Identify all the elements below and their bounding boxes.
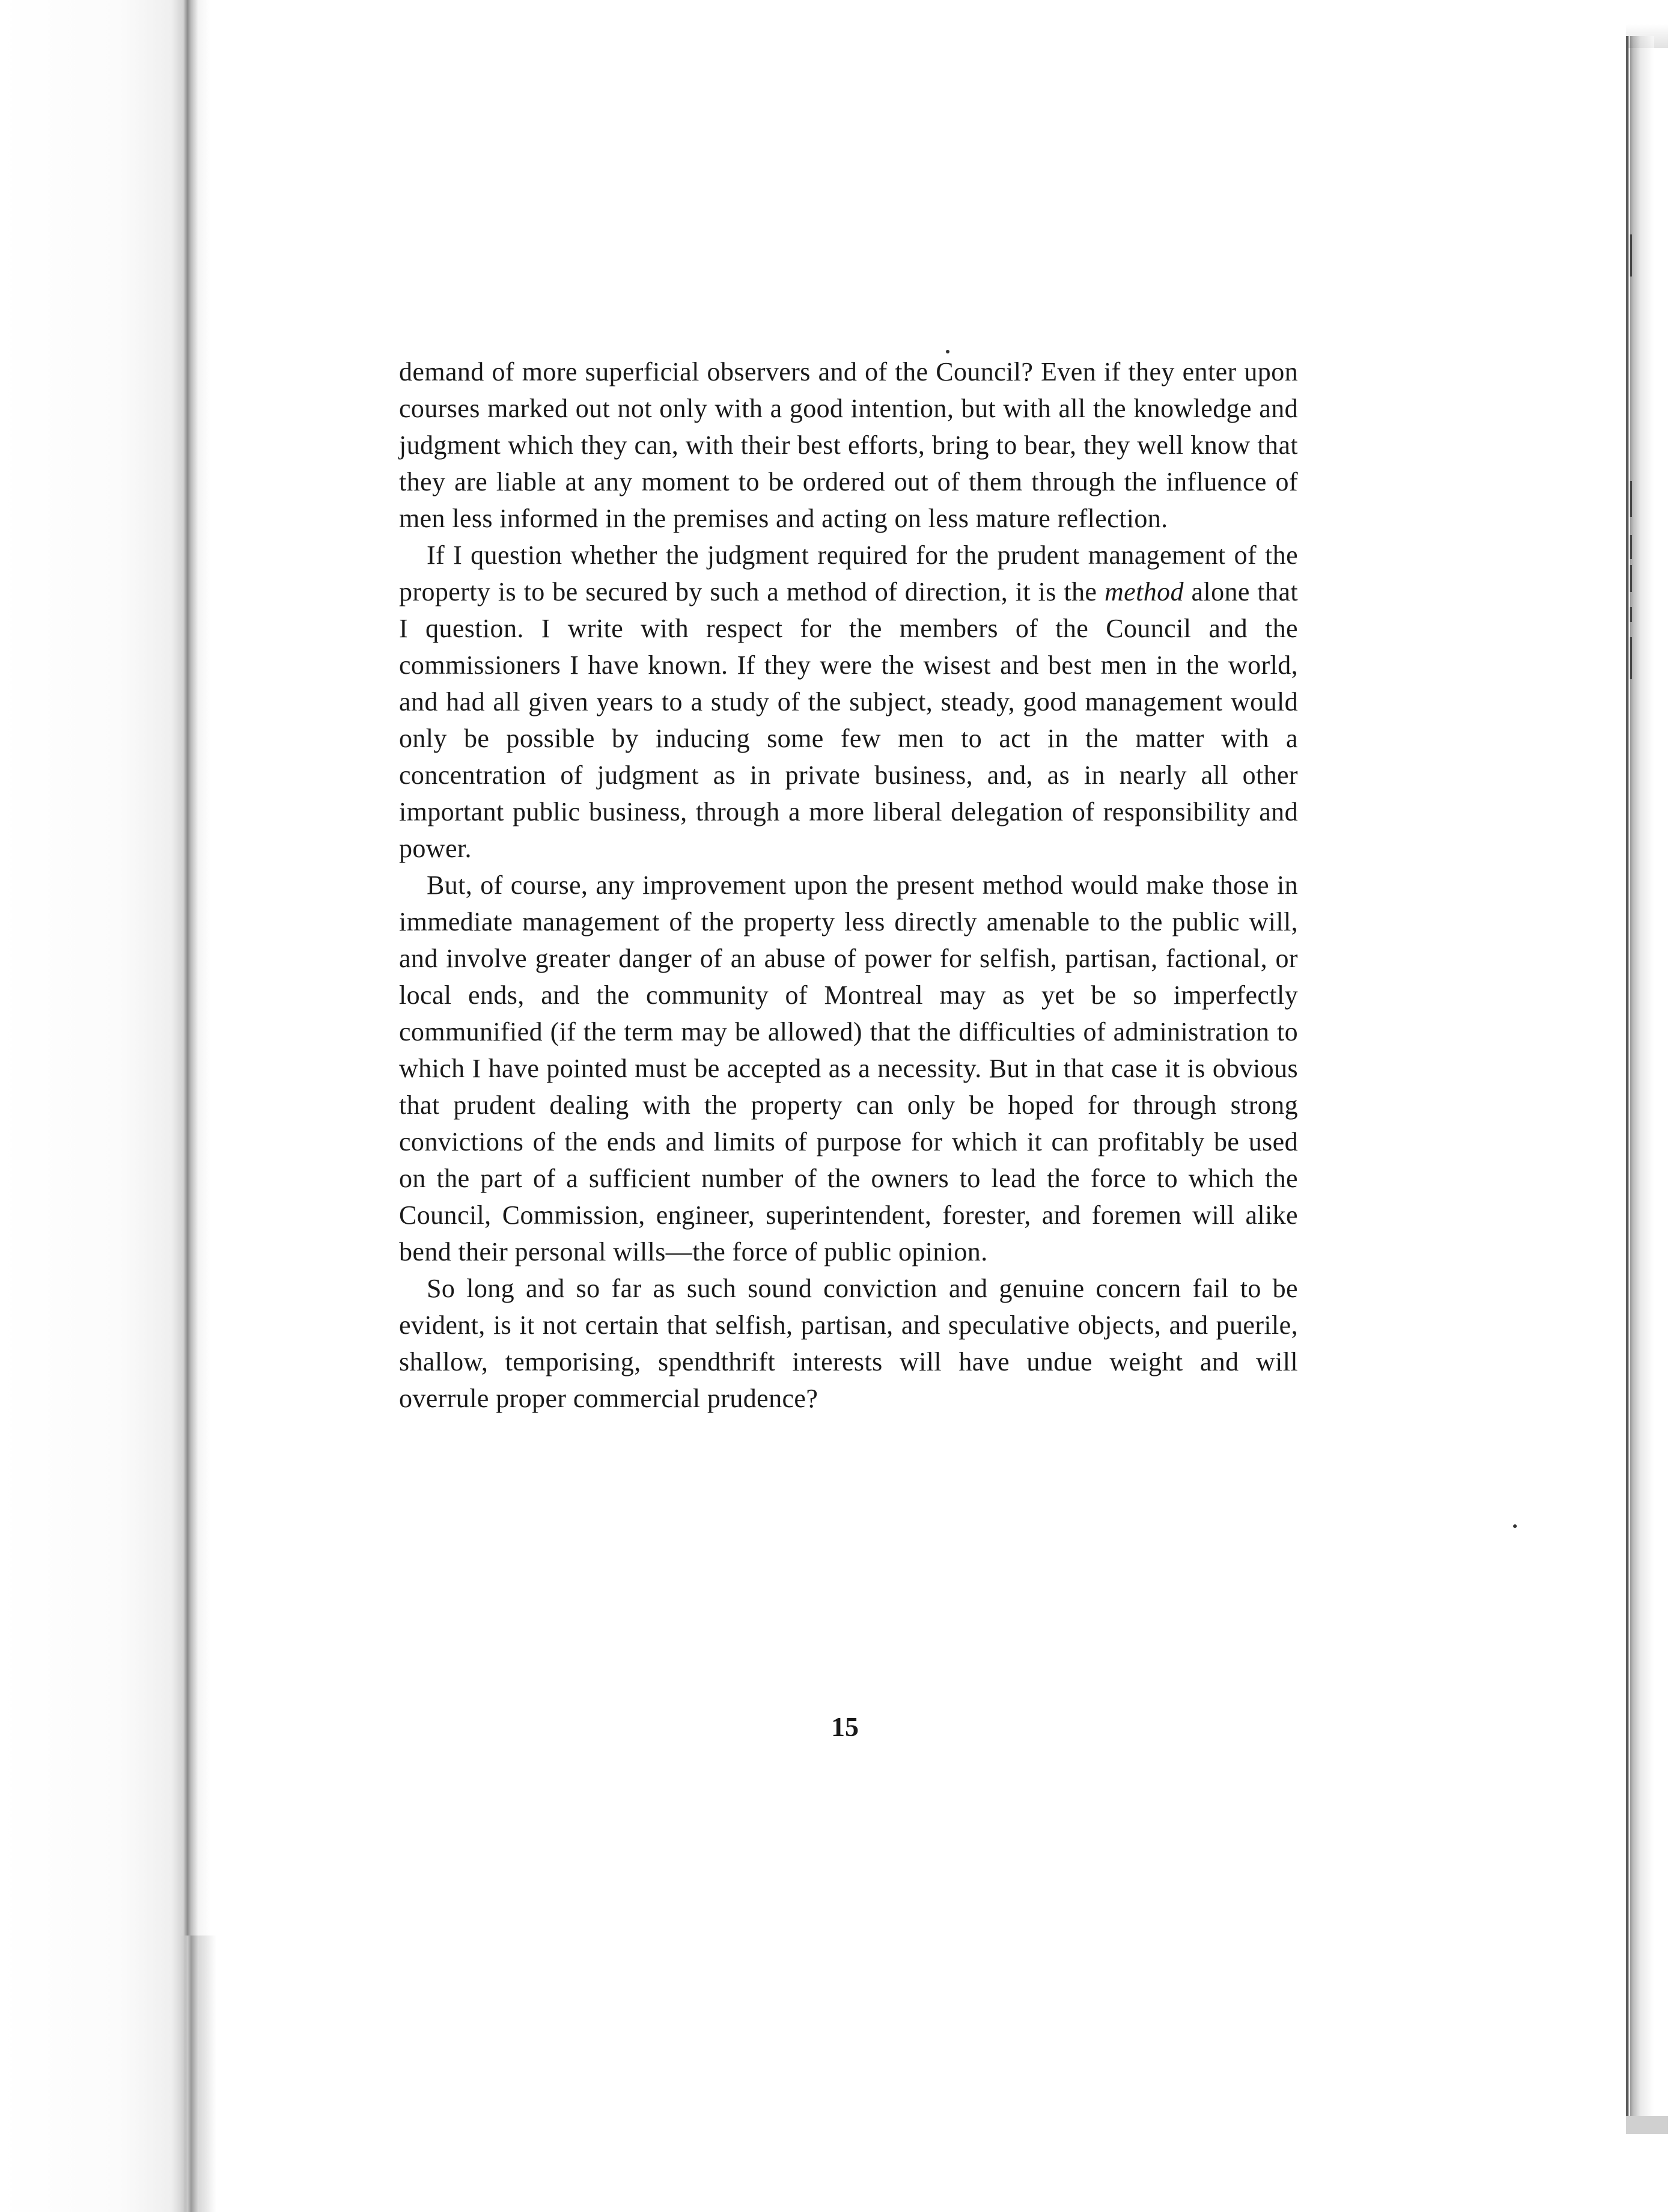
paragraph xyxy=(399,537,1298,867)
page-edge-shadow xyxy=(1630,36,1654,2122)
paragraph xyxy=(399,353,1298,537)
body-text xyxy=(399,353,1298,1417)
page-corner-bottom xyxy=(1626,2116,1668,2134)
edge-mark xyxy=(1630,565,1632,592)
edge-mark xyxy=(1630,234,1632,276)
text-run: So long and so far as such sound conviction and genuine concern fail to be evident, is it not certain that selfish, partisan, and speculative objects, and puerile, shallow, temporising, spendthrift interests will have undue weight and will overrule proper commercial prudence? xyxy=(399,1274,1298,1413)
text-run: If I question whether the judgment required for the prudent management of the property is to be secured by such a method of direction, it is the xyxy=(399,540,1298,606)
edge-mark xyxy=(1630,637,1632,661)
text-run: alone that I question. I write with respect for the members of the Council and the commissioners I have known. If they were the wisest and best men in the world, and had all given years to a study of the subject, steady, good management would only be possible by inducing some few men to act in the matter with a concentration of judgment as in private business, and, as in nearly all other important public business, through a more liberal delegation of responsibility and power. xyxy=(399,577,1298,863)
paragraph xyxy=(399,867,1298,1270)
text-run: demand of more superficial observers and of the Council? Even if they enter upon courses marked out not only with a good intention, but with all the knowledge and judgment which they can, with their best efforts, bring to bear, they well know that they are liable at any moment to be ordered out of them through the influence of men less informed in the premises and acting on less mature reflection. xyxy=(399,357,1298,533)
text-run: But, of course, any improvement upon the present method would make those in immediate management of the property less directly amenable to the public will, and involve greater danger of an abuse of power for selfish, partisan, factional, or local ends, and the community of Montreal may as yet be so imperfectly communified (if the term may be allowed) that the difficulties of administration to which I have pointed must be accepted as a necessity. But in that case it is obvious that prudent dealing with the property can only be hoped for through strong convictions of the ends and limits of purpose for which it can profitably be used on the part of a sufficient number of the owners to lead the force to which the Council, Commission, engineer, superintendent, forester, and foremen will alike bend their personal wills—the force of public opinion. xyxy=(399,870,1298,1266)
edge-mark xyxy=(1630,607,1632,622)
dust-speck xyxy=(1513,1524,1517,1528)
page-number: 15 xyxy=(831,1711,859,1742)
binding-gutter xyxy=(0,0,210,2212)
edge-mark xyxy=(1630,535,1632,559)
italic-text-run: method xyxy=(1104,577,1184,606)
edge-mark xyxy=(1630,481,1632,517)
binding-shadow xyxy=(180,1936,216,2212)
page-edge-line xyxy=(1626,36,1629,2122)
paragraph xyxy=(399,1270,1298,1417)
edge-mark xyxy=(1630,661,1632,679)
